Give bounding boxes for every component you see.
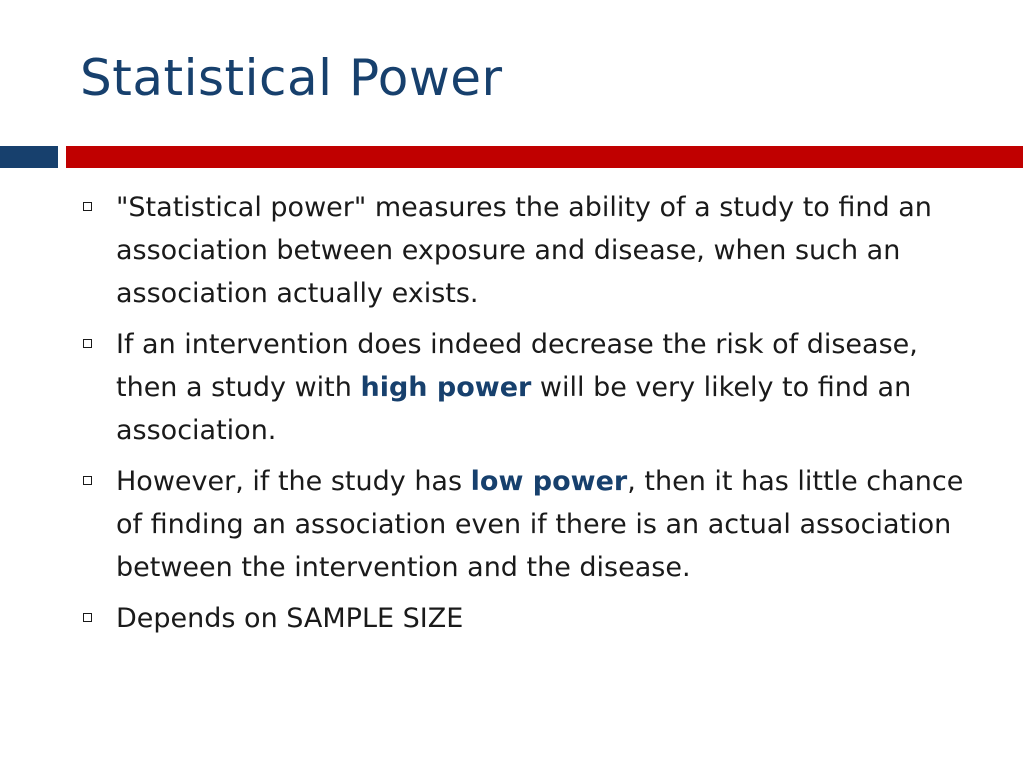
accent-bar-left	[0, 146, 58, 168]
accent-bar-right	[66, 146, 1023, 168]
bullet-text: Depends on SAMPLE SIZE	[116, 603, 464, 634]
bullet-text: If an intervention does indeed decrease the risk of disease, then a study with	[116, 329, 918, 403]
bullet-text: will be very likely to find an association.	[116, 372, 912, 446]
square-bullet-icon	[83, 476, 92, 485]
bullet-text: However, if the study has	[116, 466, 471, 497]
bullet-text: "Statistical power" measures the ability of a study to find an association between exposure and disease, when such an association actually exists.	[116, 192, 932, 309]
bullet-item	[80, 186, 980, 315]
bullet-emphasis: high power	[360, 372, 532, 403]
square-bullet-icon	[83, 339, 92, 348]
bullet-text: , then it has little chance of finding an association even if there is an actual association between the intervention and the disease.	[116, 466, 964, 583]
bullet-emphasis: low power	[470, 466, 628, 497]
bullet-list	[80, 186, 980, 648]
square-bullet-icon	[83, 202, 92, 211]
bullet-item	[80, 460, 980, 589]
bullet-item	[80, 597, 980, 640]
square-bullet-icon	[83, 613, 92, 622]
bullet-item	[80, 323, 980, 452]
slide-title: Statistical Power	[80, 49, 503, 107]
